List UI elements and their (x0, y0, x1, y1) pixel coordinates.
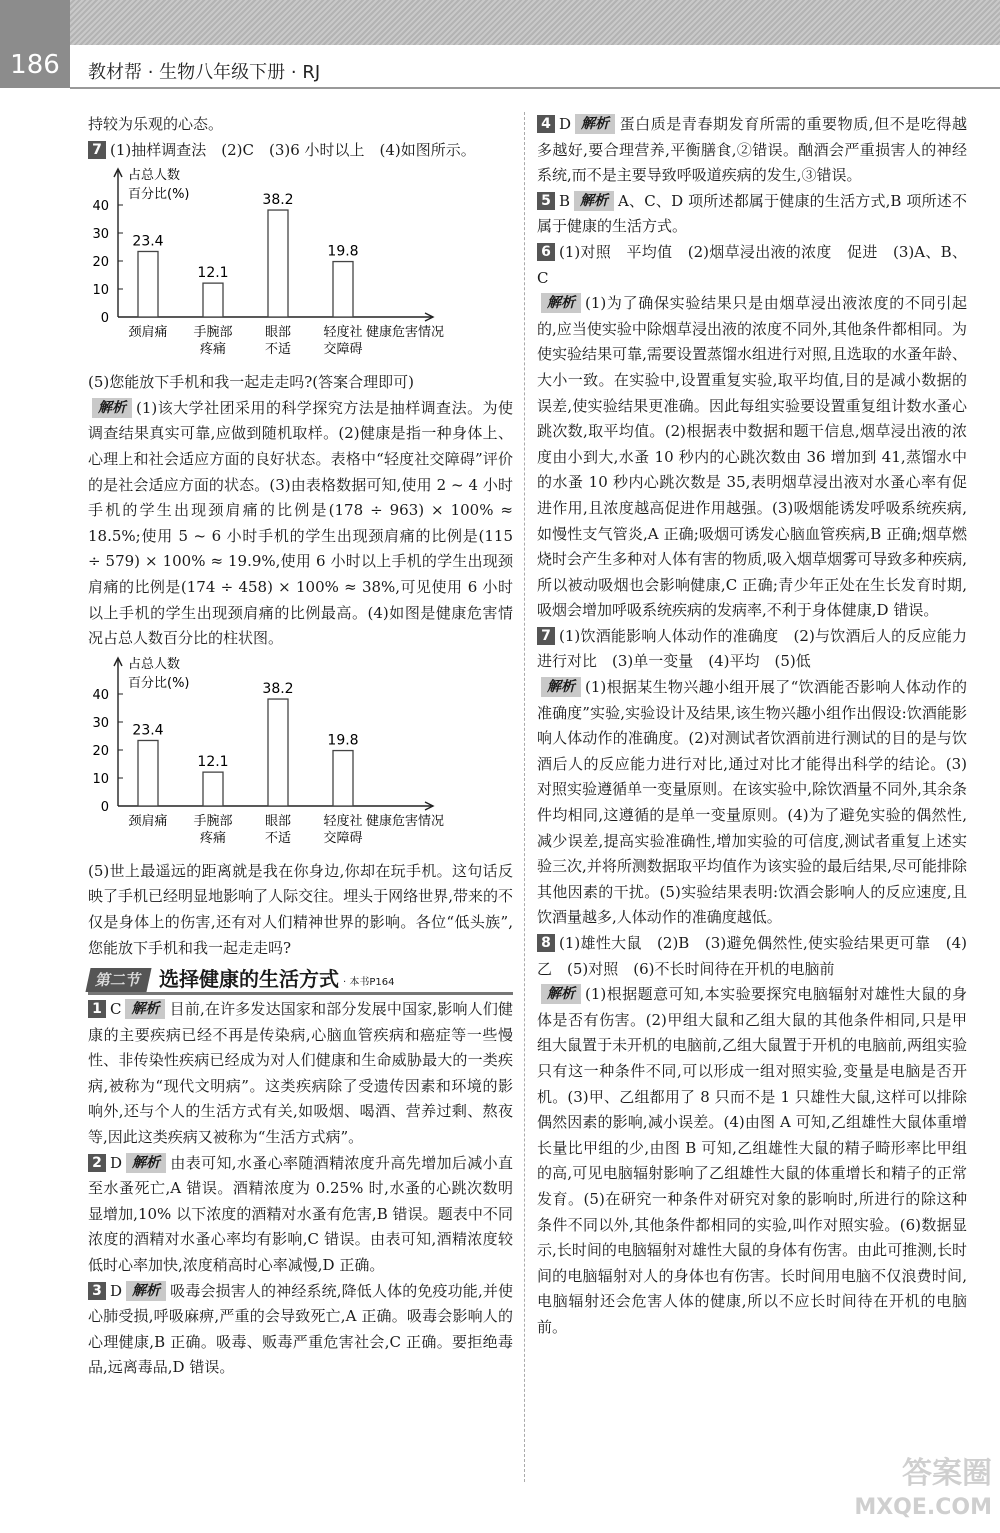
bar-chart-2 (88, 654, 508, 859)
analysis-6 (537, 291, 967, 624)
section-underline (88, 992, 513, 995)
watermark-logo (854, 1457, 992, 1525)
analysis-7 (88, 396, 513, 652)
question-number: 8 (537, 934, 555, 952)
data-label: 19.8 (327, 243, 359, 260)
question-number: 7 (88, 141, 106, 159)
analysis-7-5: (5)世上最遥远的距离就是我在你身边,你却在玩手机。这句话反映了手机已经明显地影响了人际交往。埋头于网络世界,带来的不仅是身体上的伤害,还有对人们精神世界的影响。各位“低头族”,您能放下手机和我一起走走吗? (88, 861, 513, 957)
y-tick-label: 40 (92, 199, 109, 215)
x-tick-label: 轻度社 (323, 325, 363, 341)
answer-8 (537, 931, 967, 982)
y-tick-label: 30 (92, 715, 109, 731)
y-tick-label: 10 (92, 771, 109, 787)
analysis-text: 吸毒会损害人的神经系统,降低人体的免疫功能,并使心肺受损,呼吸麻痹,严重的会导致死亡,A 正确。吸毒会影响人的心理健康,B 正确。吸毒、贩毒严重危害社会,C 正确。要拒绝毒品,远离毒品,D 错误。 (88, 1281, 513, 1377)
analysis-label: 解析 (125, 999, 165, 1019)
x-tick-label: 颈肩痛 (128, 813, 168, 829)
analysis-text: 目前,在许多发达国家和部分发展中国家,影响人们健康的主要疾病已经不再是传染病,心脑血管疾病和癌症等一些慢性、非传染性疾病已经成为对人们健康和生命威胁最大的一类疾病,被称为“现代文明病”。这类疾病除了受遗传因素和环境的影响外,还与个人的生活方式有关,如吸烟、喝酒、营养过剩、熬夜等,因此这类疾病又被称为“生活方式病”。 (88, 1000, 513, 1147)
y-axis-label: 百分比(%) (128, 675, 190, 691)
answer-text: (1)雄性大鼠 (2)B (3)避免偶然性,使实验结果更可靠 (4)乙 (5)对照 (6)不长时间待在开机的电脑前 (537, 934, 967, 978)
question-number: 3 (88, 1282, 106, 1300)
analysis-label: 解析 (541, 984, 581, 1004)
data-label: 19.8 (327, 732, 359, 749)
bar (333, 262, 353, 317)
analysis-text: A、C、D 项所述都属于健康的生活方式,B 项所述不属于健康的生活方式。 (537, 191, 967, 236)
question-number: 7 (537, 627, 555, 645)
bar-chart-1 (88, 165, 508, 370)
y-tick-label: 20 (92, 255, 109, 271)
answer-7-5: (5)您能放下手机和我一起走走吗?(答案合理即可) (88, 373, 414, 392)
y-axis-label: 占总人数 (128, 656, 181, 672)
bar (268, 699, 288, 806)
watermark-line: 答案圈 (902, 1456, 992, 1491)
bar (333, 750, 353, 805)
left-column (88, 112, 513, 1381)
analysis-text: (1)该大学社团采用的科学探究方法是抽样调查法。为使调查结果真实可靠,应做到随机取样。(2)健康是指一种身体上、心理上和社会适应方面的良好状态。表格中“轻度社交障碍”评价的是社会适应方面的状态。(3)由表格数据可知,使用 2 ~ 4 小时手机的学生出现颈肩痛的比例是(178 ÷ 963) × 100% ≈ 18.5%;使用 5 ~ 6 小时手机的学生出现颈肩痛的比例是(115 ÷ 579) × 100% ≈ 19.9%,使用 6 小时以上手机的学生出现颈肩痛的比例是(174 ÷ 458) × 100% ≈ 38%,可见使用 6 小时以上手机的学生出现颈肩痛的比例最高。(4)如图是健康危害情况占总人数百分比的柱状图。 (88, 398, 513, 648)
header-band (70, 0, 1000, 45)
analysis-label: 解析 (541, 677, 581, 697)
answer-text: (1)饮酒能影响人体动作的准确度 (2)与饮酒后人的反应能力进行对比 (3)单一变量 (4)平均 (5)低 (537, 626, 967, 671)
answer-5 (537, 189, 967, 240)
section-ref: · 本书P164 (343, 977, 395, 989)
y-axis-label: 百分比(%) (128, 187, 190, 203)
x-tick-label: 颈肩痛 (128, 325, 168, 341)
section-title: 选择健康的生活方式 (159, 967, 340, 992)
analysis-text: 蛋白质是青春期发育所需的重要物质,但不是吃得越多越好,要合理营养,平衡膳食,②错误。酗酒会严重损害人的神经系统,而不是主要导致呼吸道疾病的发生,③错误。 (537, 115, 967, 185)
data-label: 38.2 (262, 192, 294, 209)
analysis-text: (1)为了确保实验结果只是由烟草浸出液浓度的不同引起的,应当使实验中除烟草浸出液的浓度不同外,其他条件都相同。为使实验结果可靠,需要设置蒸馏水组进行对照,且选取的水蚤年龄、大小一致。在实验中,设置重复实验,取平均值,目的是减小数据的误差,使实验结果更准确。因此每组实验要设置重复组计数水蚤心跳次数,取平均值。(2)根据表中数据和题干信息,烟草浸出液的浓度由小到大,水蚤 10 秒内的心跳次数由 36 增加到 41,蒸馏水中的水蚤 10 秒内心跳次数是 35,表明烟草浸出液对水蚤心率有促进作用,且浓度越高促进作用越强。(3)吸烟能诱发呼吸系统疾病,如慢性支气管炎,A 正确;吸烟可诱发心脑血管疾病,B 正确;烟草燃烧时会产生多种对人体有害的物质,吸入烟草烟雾可导致多种疾病,所以被动吸烟也会影响健康,C 正确;青少年正处在生长发育时期,吸烟会增加呼吸系统疾病的发病率,不利于身体健康,D 错误。 (537, 294, 967, 620)
right-column (537, 112, 967, 1341)
answer-choice: D (110, 1153, 123, 1172)
x-tick-label: 疼痛 (199, 342, 227, 358)
analysis-8 (537, 982, 967, 1340)
page-number: 186 (0, 0, 70, 88)
y-tick-label: 30 (92, 227, 109, 243)
x-tick-label: 眼部 (264, 813, 292, 829)
analysis-7b (537, 675, 967, 931)
section-tag: 第二节 (85, 968, 151, 992)
bar (138, 740, 158, 806)
bar (268, 210, 288, 317)
question-number: 5 (537, 192, 555, 210)
column-divider (524, 112, 525, 1482)
bar (203, 283, 223, 317)
data-label: 38.2 (262, 680, 294, 697)
analysis-label: 解析 (126, 1281, 166, 1301)
data-label: 12.1 (197, 265, 229, 282)
x-tick-label: 交障碍 (323, 342, 363, 358)
answer-choice: D (559, 115, 572, 133)
question-number: 1 (88, 1000, 106, 1018)
x-tick-label: 眼部 (264, 325, 292, 341)
answer-text: (1)对照 平均值 (2)烟草浸出液的浓度 促进 (3)A、B、C (537, 242, 967, 287)
answer-1 (88, 997, 513, 1151)
bar (138, 252, 158, 318)
analysis-text: (1)根据某生物兴趣小组开展了“饮酒能否影响人体动作的准确度”实验,实验设计及结果,该生物兴趣小组作出假设:饮酒能影响人体动作的准确度。(2)对测试者饮酒前进行测试的目的是与饮酒后人的反应能力进行对比,通过对比才能得出科学的结论。(3)对照实验遵循单一变量原则。在该实验中,除饮酒量不同外,其余条件均相同,这遵循的是单一变量原则。(4)为了避免实验的偶然性,减少误差,提高实验准确性,增加实验的可信度,测试者重复上述实验三次,并将所测数据取平均值作为该实验的最后结果,尽可能排除其他因素的干扰。(5)实验结果表明:饮酒会影响人的反应速度,且饮酒量越多,人体动作的准确度越低。 (537, 678, 967, 927)
y-axis-label: 占总人数 (128, 168, 181, 184)
bar (203, 772, 223, 806)
analysis-label: 解析 (575, 114, 615, 134)
y-tick-label: 10 (92, 283, 109, 299)
answer-choice: D (110, 1281, 123, 1300)
x-tick-label: 不适 (264, 830, 292, 846)
x-axis-label: 健康危害情况 (365, 325, 445, 341)
y-tick-label: 20 (92, 743, 109, 759)
data-label: 12.1 (197, 753, 229, 770)
analysis-text: 由表可知,水蚤心率随酒精浓度升高先增加后减小直至水蚤死亡,A 错误。酒精浓度为 0.25% 时,水蚤的心跳次数明显增加,10% 以下浓度的酒精对水蚤有危害,B 错误。题表中不同浓度的酒精对水蚤心率均有影响,C 错误。由表可知,酒精浓度较低时心率加快,浓度稍高时心率减慢,D 正确。 (88, 1153, 513, 1275)
answer-7 (88, 138, 513, 164)
header-rule (70, 87, 1000, 89)
y-tick-label: 0 (100, 311, 109, 327)
answer-choice: C (110, 1000, 122, 1019)
page-header (0, 0, 1000, 88)
x-tick-label: 手腕部 (193, 325, 233, 341)
x-axis-label: 健康危害情况 (365, 813, 445, 829)
book-title: 教材帮 · 生物八年级下册 · RJ (88, 62, 321, 83)
y-tick-label: 0 (100, 799, 109, 815)
answer-2 (88, 1151, 513, 1279)
question-number: 6 (537, 243, 555, 261)
answer-3 (88, 1279, 513, 1381)
answer-6 (537, 240, 967, 291)
text-line: 持较为乐观的心态。 (88, 115, 224, 133)
answer-choice: B (559, 191, 571, 210)
watermark-url: MXQE.COM (854, 1495, 992, 1520)
section-header (88, 967, 513, 993)
analysis-label: 解析 (574, 191, 614, 211)
analysis-label: 解析 (92, 398, 132, 418)
y-tick-label: 40 (92, 687, 109, 703)
answer-7b (537, 624, 967, 675)
analysis-text: (1)根据题意可知,本实验要探究电脑辐射对雄性大鼠的身体是否有伤害。(2)甲组大鼠和乙组大鼠的其他条件相同,只是甲组大鼠置于未开机的电脑前,乙组大鼠置于开机的电脑前,两组实验只有这一种条件不同,可以形成一组对照实验,变量是电脑是否开机。(3)甲、乙组都用了 8 只而不是 1 只雄性大鼠,这样可以排除偶然因素的影响,减小误差。(4)由图 A 可知,乙组雄性大鼠体重增长量比甲组的少,由图 B 可知,乙组雄性大鼠的精子畸形率比甲组的高,可见电脑辐射影响了乙组雄性大鼠的体重增长和精子的正常发育。(5)在研究一种条件对研究对象的影响时,所进行的除这种条件不同以外,其他条件都相同的实验,叫作对照实验。(6)数据显示,长时间的电脑辐射对雄性大鼠的身体有伤害。由此可推测,长时间的电脑辐射对人的身体也有伤害。长时间用电脑不仅浪费时间,电脑辐射还会危害人体的健康,所以不应长时间待在开机的电脑前。 (537, 985, 967, 1336)
x-tick-label: 交障碍 (323, 830, 363, 846)
data-label: 23.4 (132, 233, 164, 250)
x-tick-label: 不适 (264, 342, 292, 358)
x-tick-label: 轻度社 (323, 813, 363, 829)
data-label: 23.4 (132, 722, 164, 739)
question-number: 4 (537, 115, 555, 133)
answer-4 (537, 112, 967, 189)
analysis-label: 解析 (541, 293, 581, 313)
x-tick-label: 疼痛 (199, 830, 227, 846)
answer-text: (1)抽样调查法 (2)C (3)6 小时以上 (4)如图所示。 (110, 140, 476, 159)
analysis-label: 解析 (126, 1153, 166, 1173)
question-number: 2 (88, 1154, 106, 1172)
x-tick-label: 手腕部 (193, 813, 233, 829)
